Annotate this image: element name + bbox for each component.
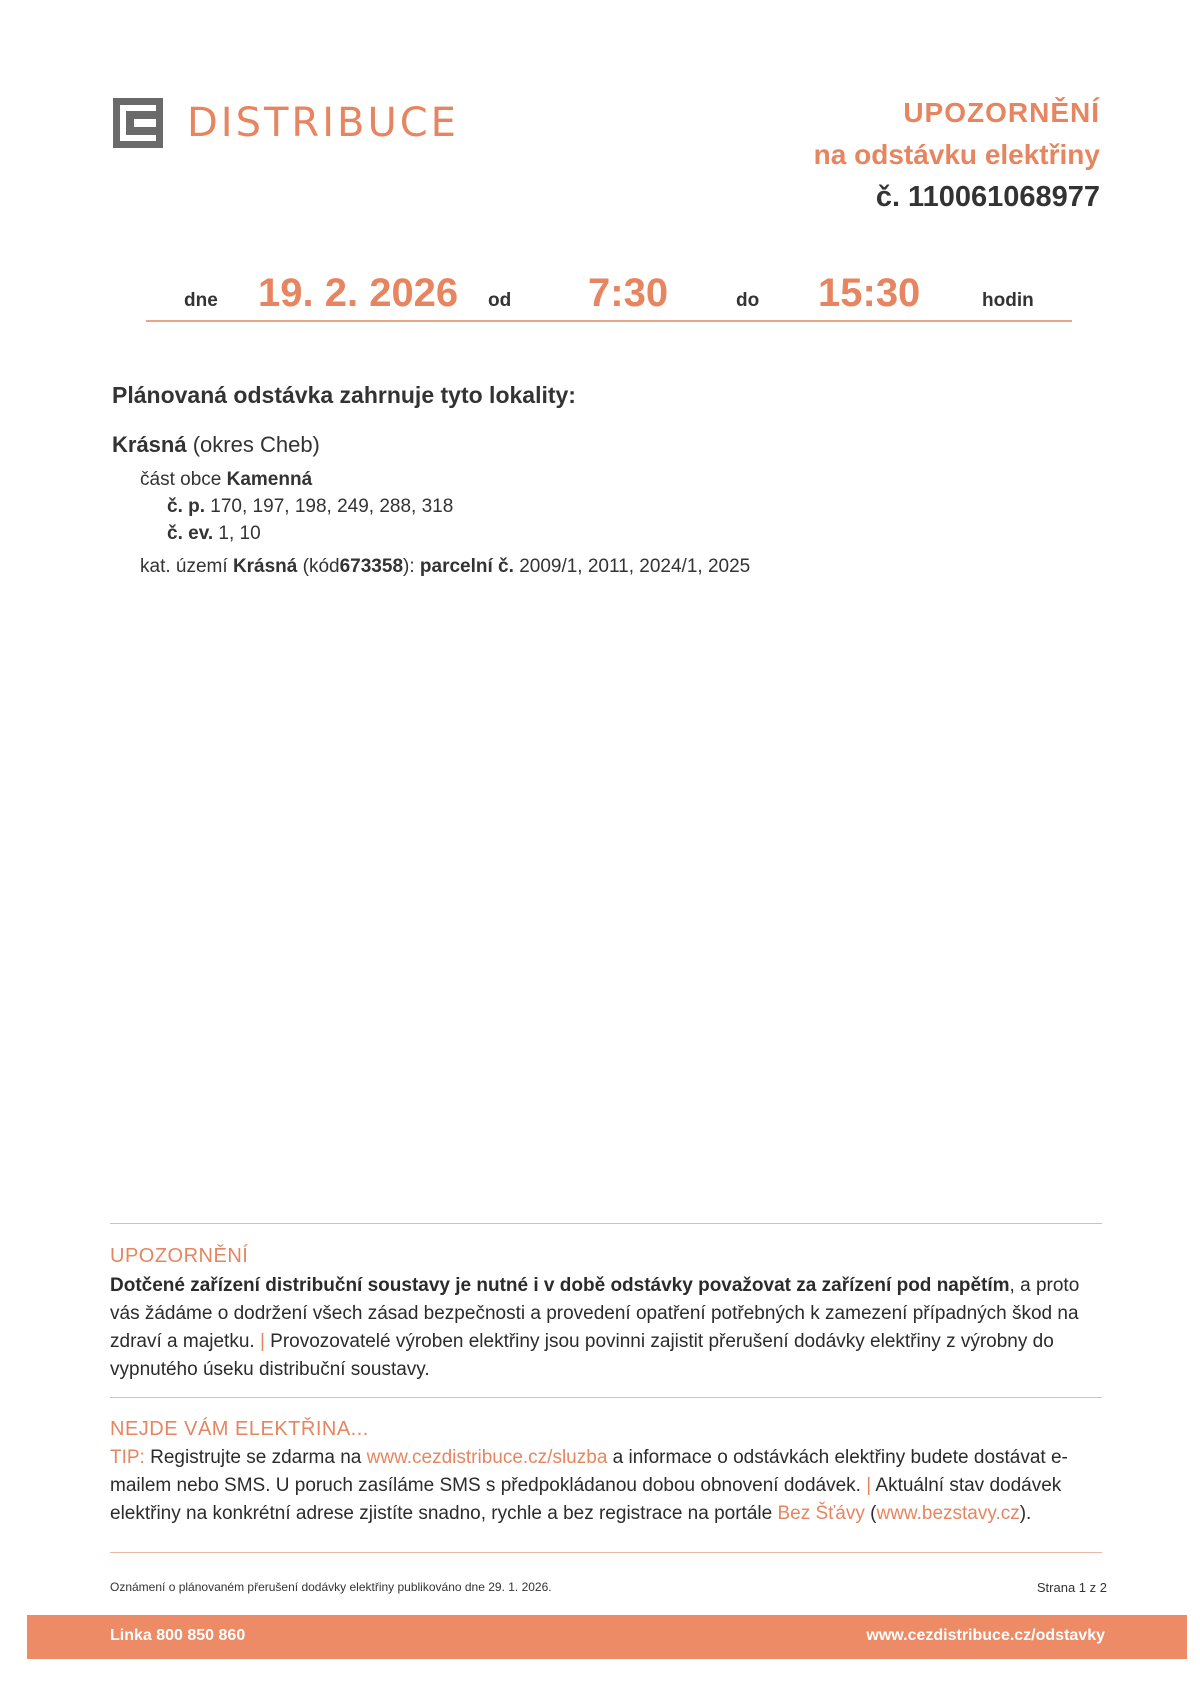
cp-values: 170, 197, 198, 249, 288, 318 bbox=[210, 496, 454, 517]
brand-name: DISTRIBUCE bbox=[187, 100, 459, 146]
location-part bbox=[140, 469, 312, 491]
notice-title: UPOZORNĚNÍ bbox=[903, 97, 1100, 128]
paren-open: ( bbox=[870, 1503, 877, 1524]
footer-bar bbox=[27, 1615, 1187, 1659]
warning-body-2: Provozovatelé výroben elektřiny jsou povinni zajistit přerušení dodávky elektřiny z výrobny do vypnutého úseku distribuční soustavy. bbox=[110, 1331, 1054, 1380]
outages-website-link[interactable]: www.cezdistribuce.cz/odstavky bbox=[866, 1627, 1105, 1644]
outage-from-time: 7:30 bbox=[588, 271, 669, 315]
part-label: část obce bbox=[140, 469, 222, 490]
tip-label: TIP: bbox=[110, 1447, 145, 1468]
location-house-numbers bbox=[167, 496, 453, 518]
registration-link[interactable]: www.cezdistribuce.cz/sluzba bbox=[366, 1447, 608, 1468]
portal-name: Bez Šťávy bbox=[777, 1503, 865, 1524]
locations-heading: Plánovaná odstávka zahrnuje tyto lokality: bbox=[112, 382, 576, 408]
cp-label: č. p. bbox=[167, 496, 206, 517]
notice-number: č. 110061068977 bbox=[875, 181, 1100, 213]
warning-body: , a proto vás žádáme o dodržení všech zásad bezpečnosti a provedení opatření potřebných k zamezení případných škod na zdraví a majetku. bbox=[110, 1275, 1080, 1352]
divider bbox=[110, 1552, 1102, 1553]
tip-text bbox=[110, 1444, 1110, 1528]
from-label: od bbox=[488, 290, 512, 311]
location-town bbox=[112, 432, 320, 458]
cev-label: č. ev. bbox=[167, 523, 214, 544]
bezstavy-link[interactable]: www.bezstavy.cz bbox=[876, 1503, 1020, 1524]
kat-code-suffix: ): bbox=[403, 556, 415, 577]
paren-close: ). bbox=[1019, 1503, 1032, 1524]
kat-code: 673358 bbox=[339, 556, 404, 577]
hours-label: hodin bbox=[982, 290, 1034, 311]
outage-to-time: 15:30 bbox=[818, 271, 921, 315]
hotline-number: Linka 800 850 860 bbox=[110, 1627, 246, 1644]
cev-values: 1, 10 bbox=[218, 523, 261, 544]
kat-prefix: kat. území bbox=[140, 556, 228, 577]
tip-text-2: a informace o odstávkách elektřiny budete dostávat e-mailem nebo SMS. U poruch zasíláme SMS s předpokládanou dobou obnovení dodávek. bbox=[110, 1447, 1068, 1496]
outage-time-row bbox=[146, 268, 1072, 322]
notice-subtitle: na odstávku elektřiny bbox=[813, 139, 1100, 170]
location-evidence-numbers bbox=[167, 523, 261, 545]
date-label: dne bbox=[184, 290, 218, 311]
warning-text bbox=[110, 1272, 1110, 1384]
parcel-values: 2009/1, 2011, 2024/1, 2025 bbox=[519, 556, 751, 577]
town-district: (okres Cheb) bbox=[192, 432, 320, 457]
page-number: Strana 1 z 2 bbox=[1036, 1580, 1107, 1595]
company-logo bbox=[113, 98, 459, 148]
divider bbox=[110, 1223, 1102, 1224]
town-name: Krásná bbox=[112, 432, 187, 457]
outage-date: 19. 2. 2026 bbox=[258, 271, 459, 315]
separator: | bbox=[866, 1475, 872, 1496]
separator: | bbox=[259, 1331, 265, 1352]
cez-logo-icon bbox=[113, 98, 163, 148]
location-cadastre bbox=[140, 556, 750, 578]
tip-heading: NEJDE VÁM ELEKTŘINA... bbox=[110, 1418, 369, 1440]
parcel-label: parcelní č. bbox=[419, 556, 514, 577]
tip-text-1: Registrujte se zdarma na bbox=[150, 1447, 362, 1468]
part-name: Kamenná bbox=[226, 469, 313, 490]
publication-note: Oznámení o plánovaném přerušení dodávky elektřiny publikováno dne 29. 1. 2026. bbox=[110, 1580, 552, 1594]
tip-text-3: Aktuální stav dodávek elektřiny na konkrétní adrese zjistíte snadno, rychle a bez registrace na portále bbox=[110, 1475, 1062, 1524]
notice-header bbox=[814, 92, 1100, 220]
kat-code-prefix: (kód bbox=[302, 556, 340, 577]
warning-heading: UPOZORNĚNÍ bbox=[110, 1245, 249, 1267]
kat-name: Krásná bbox=[232, 556, 298, 577]
warning-bold-text: Dotčené zařízení distribuční soustavy je nutné i v době odstávky považovat za zařízení pod napětím bbox=[110, 1275, 1010, 1296]
to-label: do bbox=[736, 290, 760, 311]
divider bbox=[110, 1397, 1102, 1398]
